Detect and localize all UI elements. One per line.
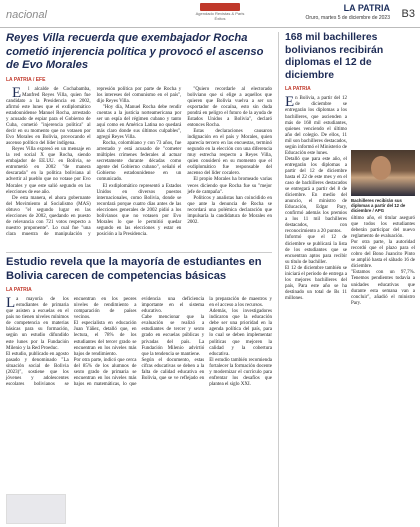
article-paragraph: "Hoy día, Manuel Rocha debe rendir cuentas a la justicia norteamericana por ser un espía del régimen cubano y tanto aquí como en América Latina no quedará más claro donde sus últimos culpables", agregó Reyes Villa.: [96, 104, 182, 141]
page-header: [0, 0, 420, 28]
advertisement[interactable]: [6, 494, 66, 524]
article-byline: LA PATRIA: [6, 287, 32, 294]
article-paragraph: El 12 de diciembre también se iniciará el periodo de entrega a los mejores bachilleres del país, Para este año se ha destinado un total de Bs 11 millones.: [285, 265, 347, 301]
article-paragraph: Por otra parte, la autoridad recordó que el plazo para el cobro del Bono Juancito Pinto se amplió hasta el sábado 16 de diciembre.: [351, 240, 415, 270]
article-body: [6, 297, 272, 527]
article-paragraph: El estudio, publicado en agosto pasado y denominado "La situación social de Bolivia (2023)", sostiene que los jóvenes y adolescentes escolares bolivianos se encuentran en los peores niveles de rendimiento a comparación de países vecinos.: [6, 297, 137, 387]
student-photo: [351, 150, 415, 196]
issue-date: Oruro, martes 5 de diciembre de 2023: [305, 15, 390, 21]
article-paragraph: Informó que el 12 de diciembre se publicará la lista de los estudiantes que se encuentran aptos para recibir su título de bachiller.: [285, 235, 347, 265]
article-paragraph: último año, el titular aseguró que todos los estudiantes deberán participar del nuevo reglamento de evaluación.: [351, 216, 415, 240]
article-paragraph: Reyes Villa expresó en un mensaje en la red social X que Rocha, siendo embajador de EE.UU. en Bolivia, se entrometió en 2002 "de manera descarada" en la política boliviana al advertir al pueblo que no votase por Evo Morales y que este salió segundo en las elecciones de ese año.: [6, 147, 91, 195]
article-paragraph: Cabe mencionar que la evaluación se realizó a estudiantes de tercer y sexto grado en escuelas públicas y privadas del país. La Fundación Milenio advirtió que la tendencia se mantiene.: [141, 315, 205, 357]
article-paragraph: Detalló que para este año, el entregarán los diplomas a partir del 12 de diciembre hasta el 22 de este mes y en el caso de bachilleres destacados se entregará a partir del 8 de diciembre. En medio del anuncio, el ministro de Educación, Edgar Pary, confirmó además los premios a los 11 mil bachilleres destacados, con reconocimiento a 20 puntos.: [285, 156, 347, 235]
ad-text: Agendado Revistas & Paris Éxitos: [195, 11, 245, 21]
sidebar-body-left: [285, 96, 347, 302]
sidebar-headline[interactable]: 168 mil bachilleres bolivianos recibirán diplomas el 12 de diciembre: [285, 32, 384, 81]
article-paragraph: El estudio también recomienda fortalecer la formación docente y modernizar el currículo para enfrentar los desafíos que plantea el siglo XXI.: [209, 357, 272, 387]
article-body: [6, 84, 272, 238]
article-paragraph: El especialista en educación Juan Yáñez, detalló que, en lectura, el 78% de los estudiantes del tercer grado se encuentran en los niveles más bajos de rendimiento.: [73, 321, 137, 357]
article-paragraph: El exdiplomático representó a Estados Unidos en diversos puestos internacionales, como Bolivia, donde se recordará porque cuatro días antes de las elecciones generales de 2002 pidió a los bolivianos que no votasen por Evo Morales lo que le permitió quedar segundo en las elecciones y estar en posición a la Presidencia.: [96, 183, 182, 237]
article-paragraph: Estas declaraciones causaron indignación en el país y Morales, quien aparecía tercero en las encuestas, terminó segundo en la elección con una diferencia muy estrecha respecto a Reyes Villa, quien consideró en su momento que el exdiplomático fue responsable del ascenso del líder cocalero.: [187, 129, 272, 177]
sidebar-body-right: [351, 216, 415, 307]
article-paragraph: "Quiero recordarle al electorado boliviano que si elige a aquellos que quieren que Bolivia vuelva a ser un exportador de cocaína, esto sin duda pondrá en peligro el futuro de la ayuda de Estados Unidos a Bolivia", declaró entonces Rocha.: [187, 86, 272, 129]
article-paragraph: La mayoría de los estudiantes de primaria que asisten a escuelas en el país no tienen niveles mínimos de competencia en materias básicas para su formación, según un estudio difundido este lunes por la Fundación Milenio y la Red Proeduc.: [6, 295, 69, 351]
article-paragraph: Además, los investigadores indicaron que la educación debe ser una prioridad en la agenda política del país, para lo cual se deben implementar políticas que mejoren la calidad y la cobertura educativa.: [209, 309, 272, 357]
newspaper-brand: [306, 3, 391, 21]
sidebar-byline: LA PATRIA: [285, 86, 311, 93]
article-paragraph: "Estamos con un 97,7%. Tenemos pendientes todavía a unidades educativas que durante esta semana van a concluir", añadió el ministro Pary.: [351, 270, 415, 306]
article-paragraph: Rocha, colombiano y con 73 años, fue arrestado y está acusado de "cometer múltiples crímenes federales al actuar secretamente durante décadas como agente del Gobierno cubano", señaló el Gobierno estadounidense en un comunicado.: [96, 141, 182, 183]
header-ad[interactable]: [190, 3, 250, 25]
photo-caption: Bachilleres recibirán sus diplomas a partir del 12 de diciembre / APG: [351, 198, 406, 213]
ad-logo-icon: [200, 3, 240, 11]
article-paragraph: El alcalde de Cochabamba, Manfred Reyes Villa, quien fue candidato a la Presidencia en 2002, afirmó este lunes que el exdiplomático estadounidense Manuel Rocha, arrestado y acusado de espiar para el Gobierno de Cuba, cometió "injerencia política" al decir en su momento que no votasen por Evo Morales en Bolivia, provocando el ascenso político del líder indígena.: [6, 84, 91, 147]
sidebar-photo[interactable]: [351, 150, 415, 306]
article-headline[interactable]: Estudio revela que la mayoría de estudiantes en Bolivia carecen de competencias básicas: [6, 256, 262, 282]
article-paragraph: En Bolivia, a partir del 12 de diciembre se entregarán los diplomas a los bachilleres, que ascienden a más de 168 mil estudiantes, quienes venciendo el último año del colegio. De ellos, 11 mil son bachilleres destacados, según informó el Ministerio de Educación este lunes.: [285, 94, 347, 156]
sidebar-article: [278, 32, 418, 527]
article-paragraph: Por otra parte, indicó que cerca del 85% de los alumnos de sexto grado de primaria se encuentran en los niveles más bajos en matemáticas, lo que evidencia una deficiencia importante en el sistema educativo.: [73, 297, 205, 387]
article-headline[interactable]: Reyes Villa recuerda que exembajador Rocha cometió injerencia política y provocó el ascenso de Evo Morales: [6, 32, 264, 72]
education-article: [6, 252, 272, 527]
article-paragraph: Políticos y analistas han coincidido en que ante la denuncia de Rocha se recordará una polémica declaración que impulsaría la candidatura de Morales en 2002.: [187, 195, 272, 225]
section-name: nacional: [6, 9, 47, 21]
article-byline: LA PATRIA / EFE: [6, 76, 46, 83]
article-paragraph: De esta manera, el ahora gobernante del Movimiento al Socialismo (MAS) obtuvo "el segundo lugar en las elecciones de 2002, quedando en puesto de relevancia con 721 votos respecto a nuestro proponente". Lo cual fue "una clara muestra de manipulación y represión política por parte de Rocha y los intereses del comunismo en el país", dijo Reyes Villa.: [6, 86, 182, 237]
lead-article: [6, 32, 272, 238]
page-number: B3: [401, 8, 415, 20]
article-paragraph: Según el documento, estas cifras educativas se deben a la falta de calidad educativa en Bolivia, que se ve reflejado en la preparación de maestros y en el acceso a los recursos.: [141, 297, 272, 381]
article-paragraph: El propio Morales ha bromeado varias veces diciendo que Rocha fue su "mejor jefe de campaña".: [187, 177, 272, 195]
masthead: LA PATRIA: [343, 3, 390, 13]
